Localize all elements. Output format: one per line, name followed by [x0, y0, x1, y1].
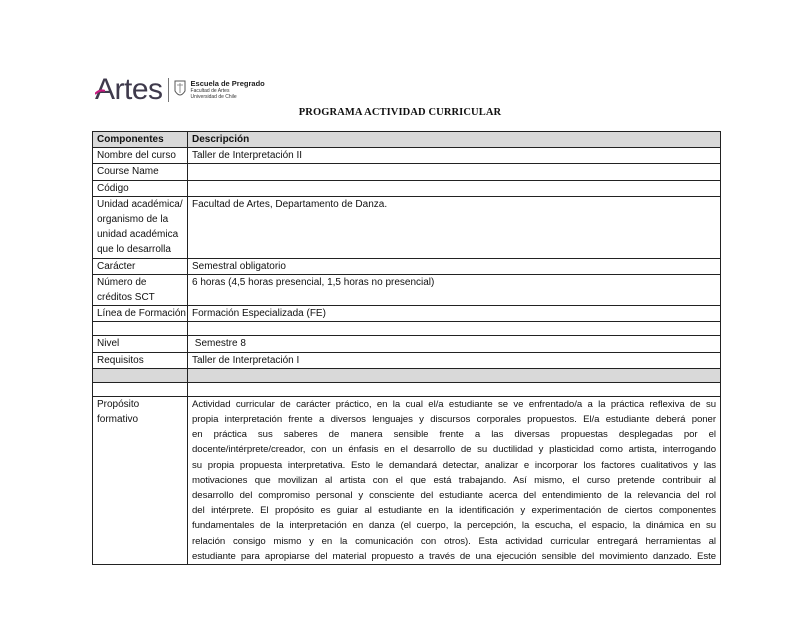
row-value: Semestral obligatorio: [188, 258, 721, 274]
row-value-paragraph: Actividad curricular de carácter práctico, en la cual el/a estudiante se ve enfrentado/a a la práctica reflexiva de su propia interpretación frente a diversos lenguajes y discursos corporales propuestos. El/a estudiante deberá poner en práctica sus saberes de manera sensible frente a las diversas propuestas desplegadas por el docente/intérprete/creador, con un énfasis en el desarrollo de su ductilidad y plasticidad como artista, interrogando su propia propuesta interpretativa. Esto le demandará detectar, analizar e incorporar los factores cualitativos y las motivaciones que movilizan al artista con el que está trabajando. Así mismo, el curso pretende contribuir al desarrollo del compromiso personal y consciente del estudiante acerca del entendimiento de la relevancia del rol del intérprete. El propósito es guiar al estudiante en la identificación y experimentación de ciertos componentes fundamentales de la interpretación en danza (el cuerpo, la percepción, la escucha, el espacio, la dinámica en su relación consigo mismo y en la comunicación con otros). Esta actividad curricular entregará herramientas al estudiante para apropiarse del material propuesto a través de una ejecución sensible del movimiento danzado. Este: [188, 396, 721, 564]
university-seal-icon: [173, 79, 187, 101]
row-value: Taller de Interpretación II: [188, 148, 721, 164]
logo-divider: [168, 78, 169, 102]
table-row: [93, 306, 721, 322]
table-row: [93, 336, 721, 352]
blank-cell: [93, 382, 188, 396]
row-value: Formación Especializada (FE): [188, 306, 721, 322]
logo-school-name: Escuela de Pregrado: [190, 79, 265, 88]
row-label: Unidad académica/ organismo de la unidad académica que lo desarrolla: [93, 196, 188, 258]
faculty-logo: [95, 74, 265, 106]
curriculum-table: [92, 131, 721, 565]
row-value: [188, 164, 721, 180]
row-label: Nivel: [93, 336, 188, 352]
blank-row: [93, 382, 721, 396]
table-header-row: [93, 132, 721, 148]
logo-swoosh-icon: [95, 89, 105, 95]
row-label: Código: [93, 180, 188, 196]
logo-faculty-name: Facultad de Artes: [190, 88, 230, 94]
row-label: Propósito formativo: [93, 396, 188, 564]
table-row: [93, 258, 721, 274]
row-label: Número de créditos SCT: [93, 274, 188, 305]
blank-cell: [93, 368, 188, 382]
table-row: [93, 196, 721, 258]
row-value: Taller de Interpretación I: [188, 352, 721, 368]
row-label: Nombre del curso: [93, 148, 188, 164]
blank-cell: [188, 368, 721, 382]
row-label: Course Name: [93, 164, 188, 180]
row-label: Carácter: [93, 258, 188, 274]
row-label: Requisitos: [93, 352, 188, 368]
row-value: Semestre 8: [188, 336, 721, 352]
table-row: [93, 274, 721, 305]
table-row: [93, 396, 721, 564]
row-label: Línea de Formación: [93, 306, 188, 322]
blank-cell: [93, 322, 188, 336]
row-value: 6 horas (4,5 horas presencial, 1,5 horas no presencial): [188, 274, 721, 305]
blank-cell: [188, 382, 721, 396]
table-row: [93, 180, 721, 196]
row-value: [188, 180, 721, 196]
blank-cell: [188, 322, 721, 336]
logo-university-name: Universidad de Chile: [190, 94, 237, 100]
document-title: PROGRAMA ACTIVIDAD CURRICULAR: [298, 107, 502, 118]
logo-wordmark: Artes: [95, 73, 163, 106]
row-value: Facultad de Artes, Departamento de Danza.: [188, 196, 721, 258]
logo-text: [191, 80, 265, 100]
table-row: [93, 148, 721, 164]
header-components: Componentes: [93, 132, 188, 148]
table-row: [93, 164, 721, 180]
header-description: Descripción: [188, 132, 721, 148]
blank-row: [93, 322, 721, 336]
shaded-separator-row: [93, 368, 721, 382]
table-row: [93, 352, 721, 368]
